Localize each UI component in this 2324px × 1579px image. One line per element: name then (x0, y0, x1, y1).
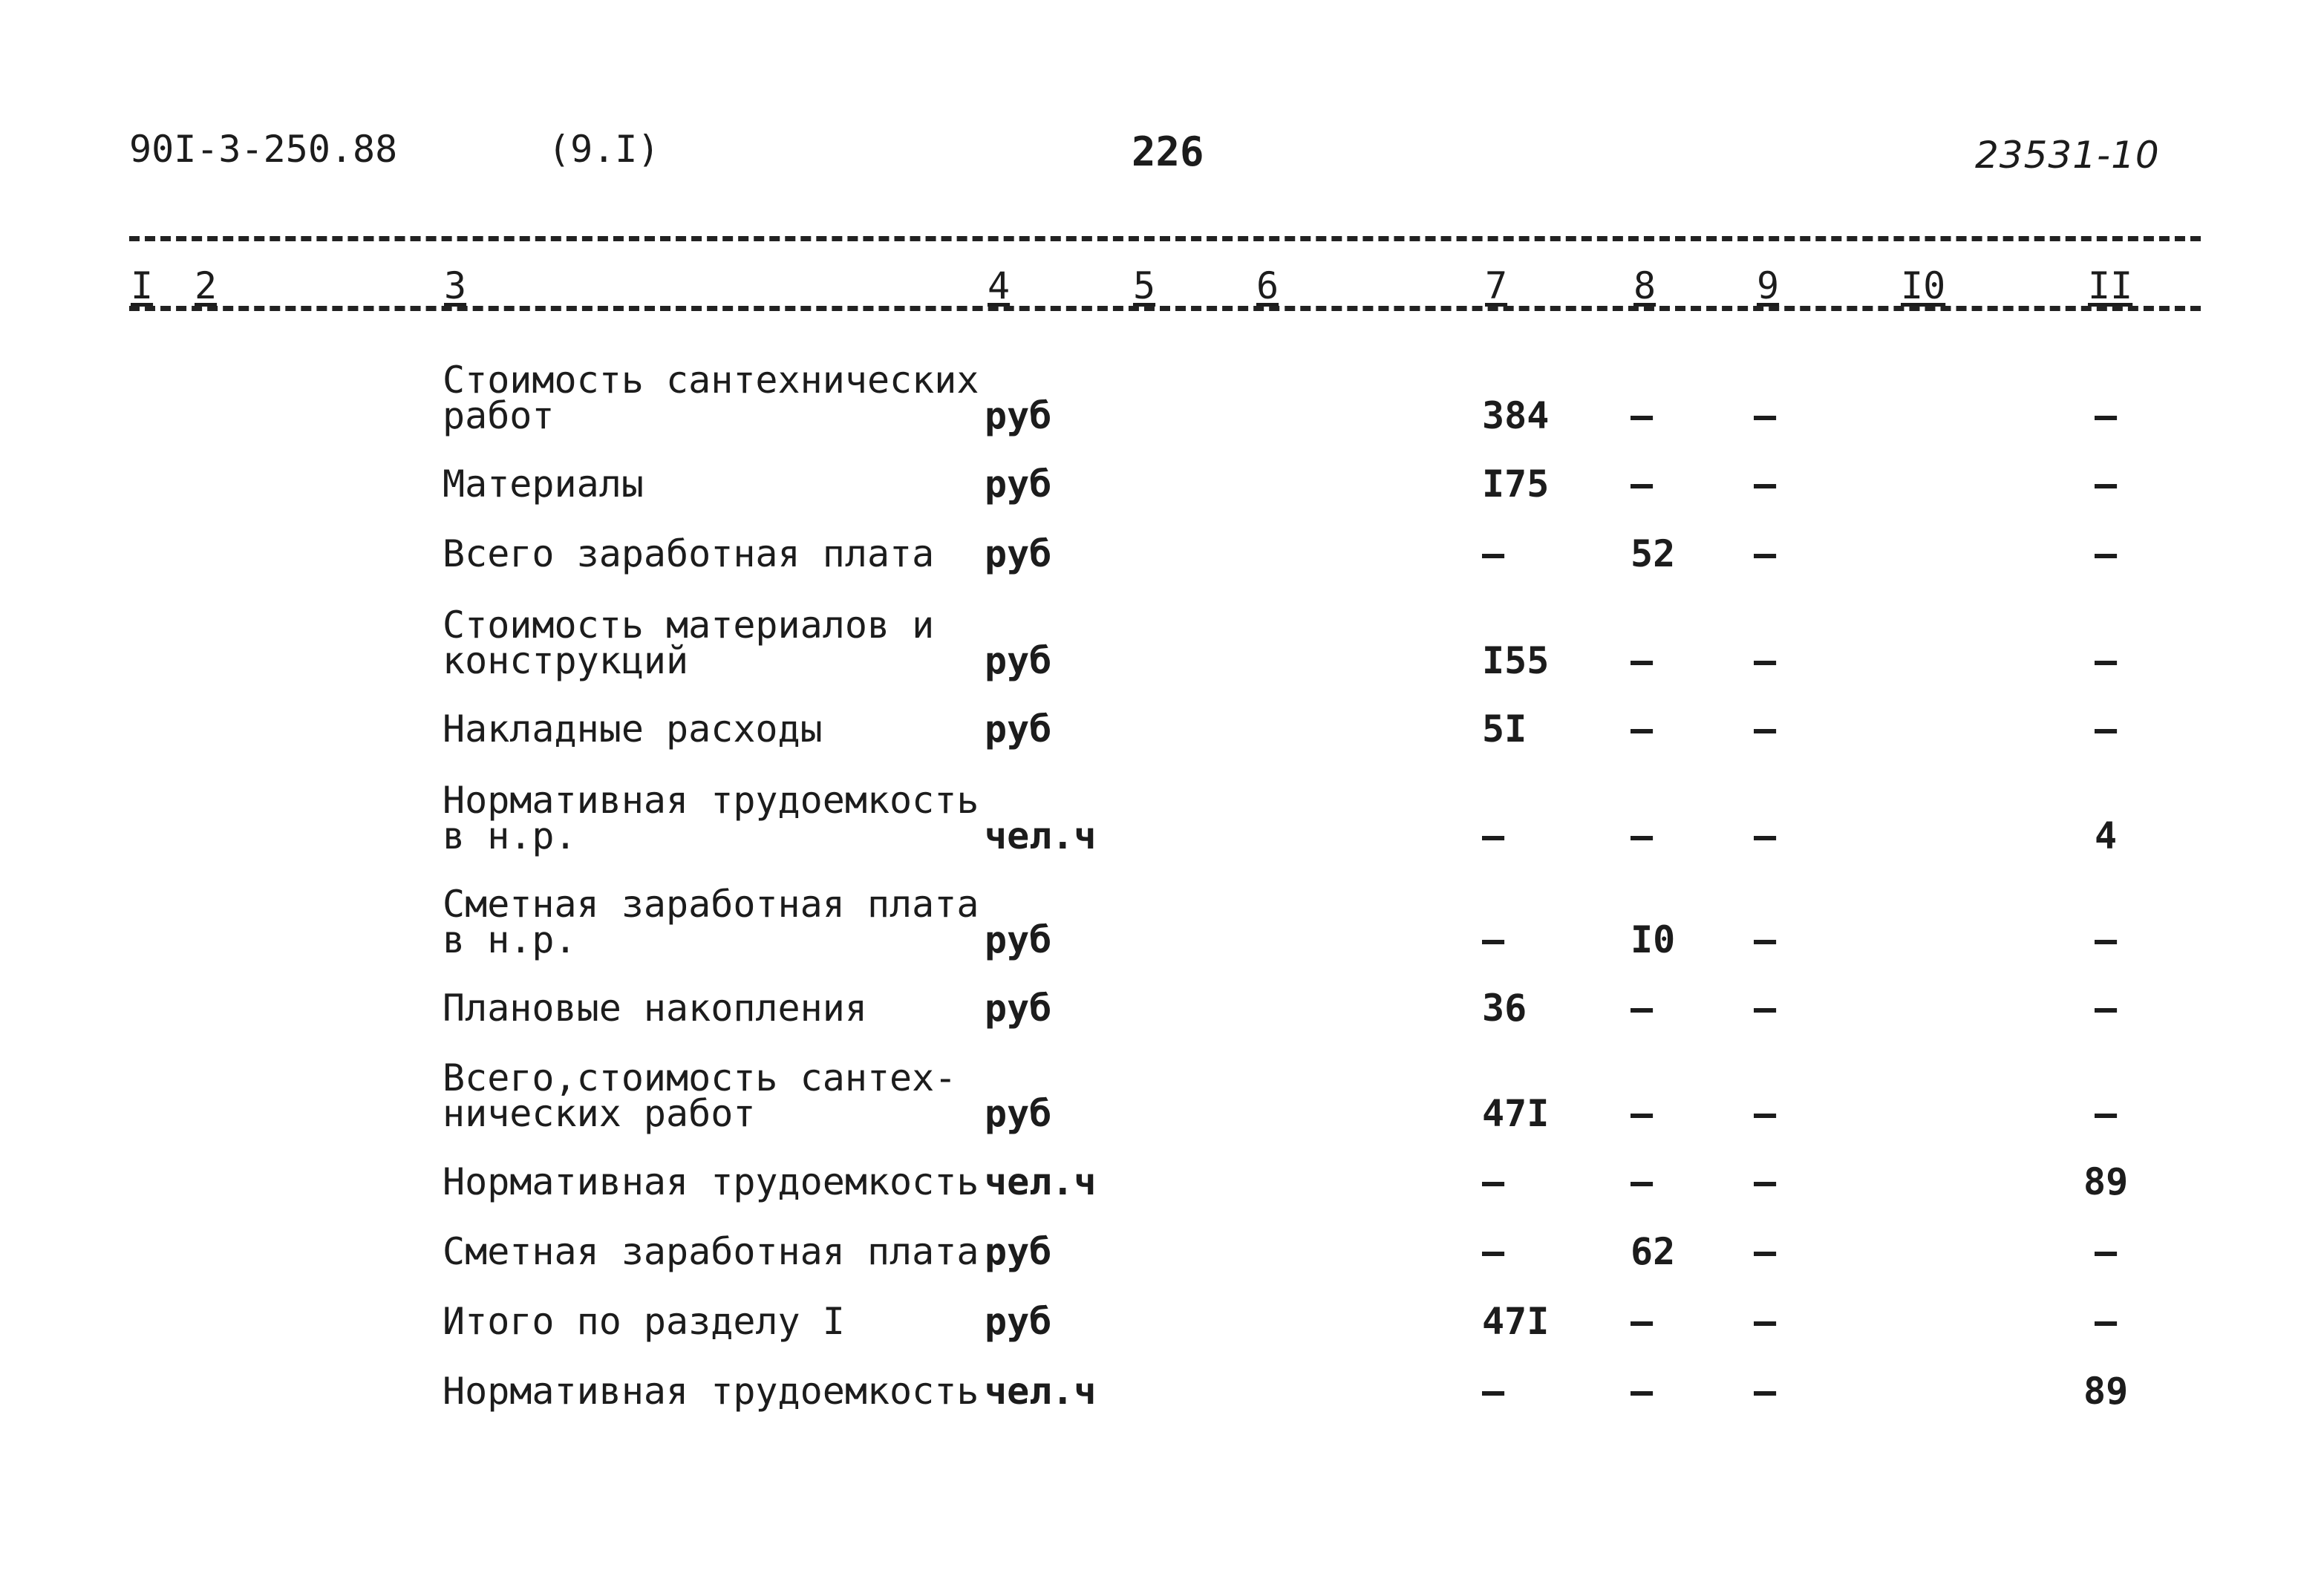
col7-value: 47I (1482, 1092, 1550, 1135)
col9-value: – (1754, 1370, 1777, 1413)
item-name (443, 987, 867, 1030)
col7-value: I55 (1482, 639, 1550, 682)
col11-value: – (2094, 918, 2118, 961)
item-name-line: работ (443, 394, 555, 437)
unit: руб (985, 532, 1052, 575)
column-number: 7 (1485, 264, 1508, 307)
col8-value: – (1631, 639, 1654, 682)
unit: руб (985, 987, 1052, 1030)
col7-value: – (1482, 1230, 1505, 1273)
item-name (443, 707, 823, 751)
unit: руб (985, 1092, 1052, 1135)
col11-value: – (2094, 1230, 2118, 1273)
col8-value: – (1631, 987, 1654, 1030)
unit: руб (985, 394, 1052, 437)
item-name (443, 1160, 979, 1203)
col11-value: – (2094, 462, 2118, 506)
item-name-line: нических работ (443, 1092, 756, 1135)
column-number: 2 (195, 264, 218, 307)
col7-value: – (1482, 1370, 1505, 1413)
col9-value: – (1754, 1230, 1777, 1273)
col8-value: – (1631, 1092, 1654, 1135)
col8-value: – (1631, 1160, 1654, 1203)
item-name-line: в н.р. (443, 814, 577, 857)
col9-value: – (1754, 532, 1777, 575)
col11-value: 4 (2094, 814, 2118, 857)
column-number: I (131, 264, 154, 307)
col8-value: – (1631, 1370, 1654, 1413)
col7-value: – (1482, 814, 1505, 857)
col7-value: 5I (1482, 707, 1527, 751)
unit: руб (985, 462, 1052, 506)
item-name-line: Сметная заработная плата (443, 883, 979, 926)
col8-value: I0 (1631, 918, 1676, 961)
col9-value: – (1754, 814, 1777, 857)
section-label: (9.I) (548, 128, 660, 171)
column-number: 5 (1133, 264, 1156, 307)
col7-value: I75 (1482, 462, 1550, 506)
col8-value: – (1631, 394, 1654, 437)
item-name-line: Нормативная трудоемкость (443, 1160, 979, 1203)
column-number: I0 (1901, 264, 1946, 307)
unit: чел.ч (985, 1370, 1097, 1413)
item-name (443, 604, 935, 682)
col8-value: 52 (1631, 532, 1676, 575)
col9-value: – (1754, 1092, 1777, 1135)
item-name-line: Плановые накопления (443, 987, 867, 1030)
item-name-line: Сметная заработная плата (443, 1230, 979, 1273)
item-name (443, 1230, 979, 1273)
column-number: 4 (988, 264, 1011, 307)
item-name (443, 532, 935, 575)
item-name (443, 883, 979, 961)
col8-value: – (1631, 707, 1654, 751)
col8-value: – (1631, 814, 1654, 857)
item-name-line: Нормативная трудоемкость (443, 779, 979, 822)
item-name-line: Нормативная трудоемкость (443, 1370, 979, 1413)
col11-value: – (2094, 987, 2118, 1030)
item-name-line: Стоимость сантехнических (443, 359, 979, 402)
unit: чел.ч (985, 1160, 1097, 1203)
item-name-line: Итого по разделу I (443, 1300, 845, 1343)
col7-value: 36 (1482, 987, 1527, 1030)
col11-value: – (2094, 532, 2118, 575)
col8-value: – (1631, 1300, 1654, 1343)
col9-value: – (1754, 1160, 1777, 1203)
item-name (443, 1300, 845, 1343)
col11-value: – (2094, 707, 2118, 751)
item-name-line: Стоимость материалов и (443, 604, 935, 647)
col9-value: – (1754, 462, 1777, 506)
item-name (443, 779, 979, 857)
unit: руб (985, 1300, 1052, 1343)
bottom-dashed-rule (129, 306, 2201, 311)
col9-value: – (1754, 394, 1777, 437)
item-name-line: в н.р. (443, 918, 577, 961)
col7-value: 384 (1482, 394, 1550, 437)
col7-value: 47I (1482, 1300, 1550, 1343)
page-number: 226 (1132, 128, 1204, 175)
item-name-line: Всего заработная плата (443, 532, 935, 575)
item-name-line: конструкций (443, 639, 689, 682)
item-name-line: Материалы (443, 462, 644, 506)
item-name (443, 462, 644, 506)
col9-value: – (1754, 707, 1777, 751)
column-number: II (2088, 264, 2133, 307)
col7-value: – (1482, 918, 1505, 961)
item-name-line: Накладные расходы (443, 707, 823, 751)
col11-value: – (2094, 1092, 2118, 1135)
col11-value: – (2094, 1300, 2118, 1343)
unit: руб (985, 707, 1052, 751)
item-name (443, 1370, 979, 1413)
handwritten-number: 23531-10 (1975, 134, 2160, 177)
unit: руб (985, 1230, 1052, 1273)
col9-value: – (1754, 987, 1777, 1030)
column-number: 8 (1633, 264, 1656, 307)
col9-value: – (1754, 639, 1777, 682)
col11-value: 89 (2083, 1160, 2129, 1203)
column-number: 9 (1757, 264, 1780, 307)
doc-code: 90I-3-250.88 (129, 128, 398, 171)
item-name (443, 359, 979, 437)
col8-value: – (1631, 462, 1654, 506)
column-number: 6 (1256, 264, 1279, 307)
col7-value: – (1482, 1160, 1505, 1203)
col7-value: – (1482, 532, 1505, 575)
col11-value: – (2094, 639, 2118, 682)
col9-value: – (1754, 1300, 1777, 1343)
col9-value: – (1754, 918, 1777, 961)
item-name-line: Всего,стоимость сантех- (443, 1056, 957, 1099)
unit: руб (985, 918, 1052, 961)
unit: чел.ч (985, 814, 1097, 857)
col11-value: – (2094, 394, 2118, 437)
col11-value: 89 (2083, 1370, 2129, 1413)
top-dashed-rule (129, 236, 2201, 241)
col8-value: 62 (1631, 1230, 1676, 1273)
unit: руб (985, 639, 1052, 682)
item-name (443, 1056, 957, 1135)
column-number: 3 (444, 264, 467, 307)
